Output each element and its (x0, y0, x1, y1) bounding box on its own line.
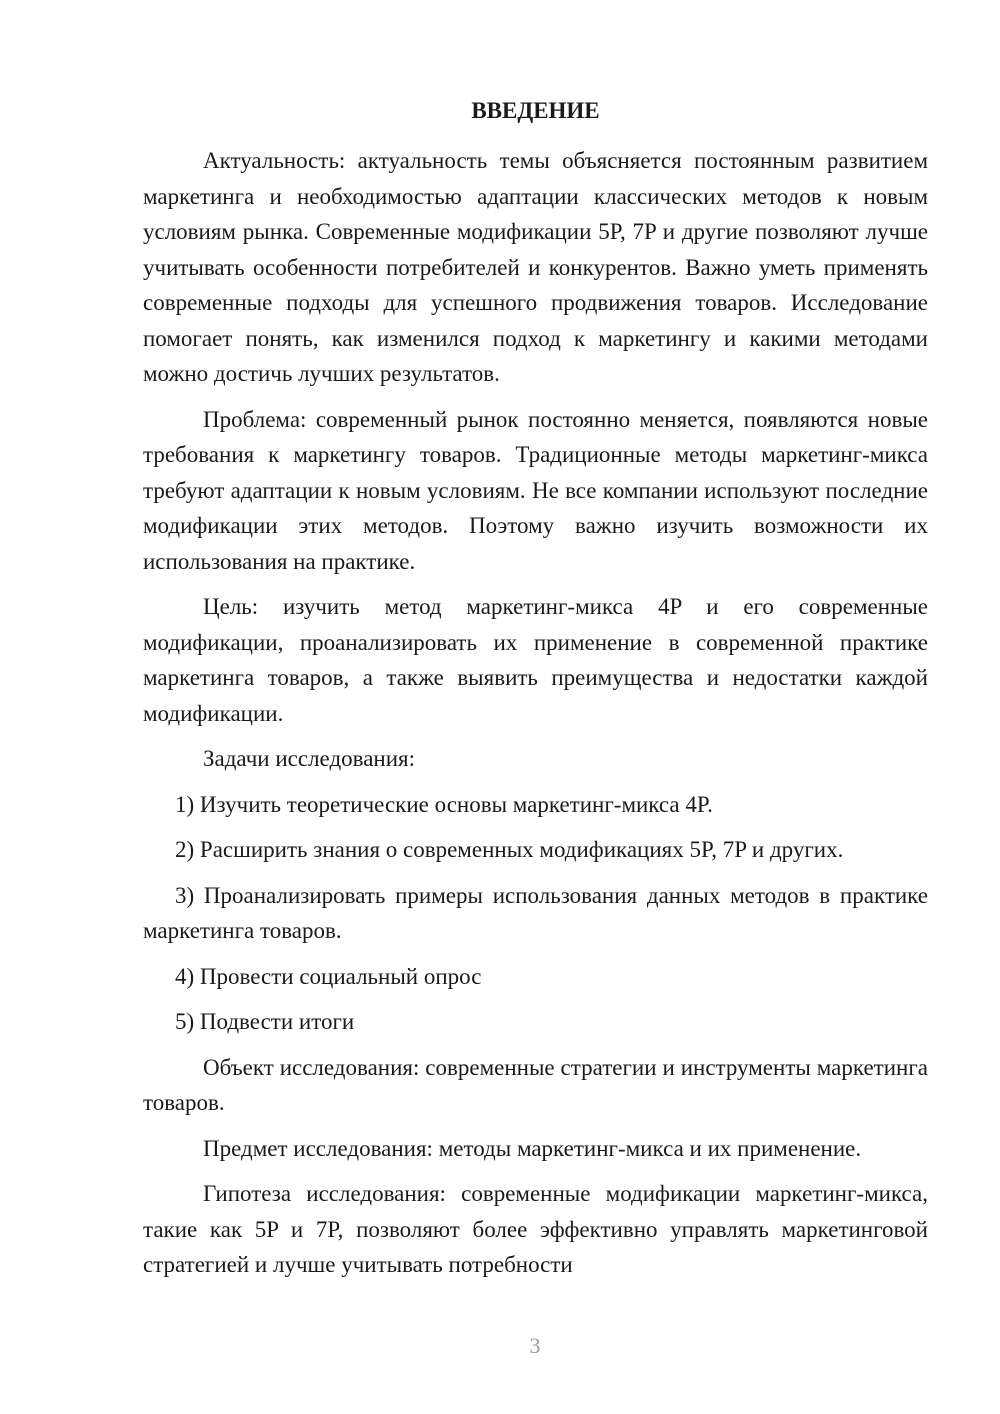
paragraph-object: Объект исследования: современные стратегии и инструменты маркетинга товаров. (143, 1054, 928, 1115)
paragraph-tasks-title: Задачи исследования: (203, 746, 416, 771)
paragraph-subject: Предмет исследования: методы маркетинг-микса и их применение. (203, 1135, 862, 1161)
paragraph-problem: Проблема: современный рынок постоянно меняется, появляются новые требования к маркетингу товаров. Традиционные методы маркетинг-микса требуют адаптации к новым условиям. Не все компании используют последние модификации этих методов. Поэтому важно изучить возможности их использования на практике. (143, 406, 928, 574)
page-number: 3 (529, 1333, 541, 1358)
task-item-5: 5) Подвести итоги (175, 1009, 355, 1034)
task-item-1: 1) Изучить теоретические основы маркетинг-микса 4P. (175, 791, 713, 817)
paragraph-goal: Цель: изучить метод маркетинг-микса 4P и его современные модификации, проанализировать их применение в современной практике маркетинга товаров, а также выявить преимущества и недостатки каждой модификации. (143, 594, 928, 726)
section-heading: ВВЕДЕНИЕ (471, 98, 600, 123)
task-item-2: 2) Расширить знания о современных модификациях 5P, 7P и других. (175, 837, 844, 862)
paragraph-hypothesis: Гипотеза исследования: современные модификации маркетинг-микса, такие как 5P и 7P, позволяют более эффективно управлять маркетинговой стратегией и лучше учитывать потребности (143, 1181, 928, 1277)
paragraph-relevance: Актуальность: актуальность темы объясняется постоянным развитием маркетинга и необходимостью адаптации классических методов к новым условиям рынка. Современные модификации 5P, 7P и другие позволяют лучше учитывать особенности потребителей и конкурентов. Важно уметь применять современные подходы для успешного продвижения товаров. Исследование помогает понять, как изменился подход к маркетингу и какими методами можно достичь лучших результатов. (143, 148, 928, 386)
task-item-4: 4) Провести социальный опрос (175, 963, 482, 989)
task-item-3: 3) Проанализировать примеры использования данных методов в практике маркетинга товаров. (143, 882, 928, 943)
document-page (143, 96, 928, 1291)
